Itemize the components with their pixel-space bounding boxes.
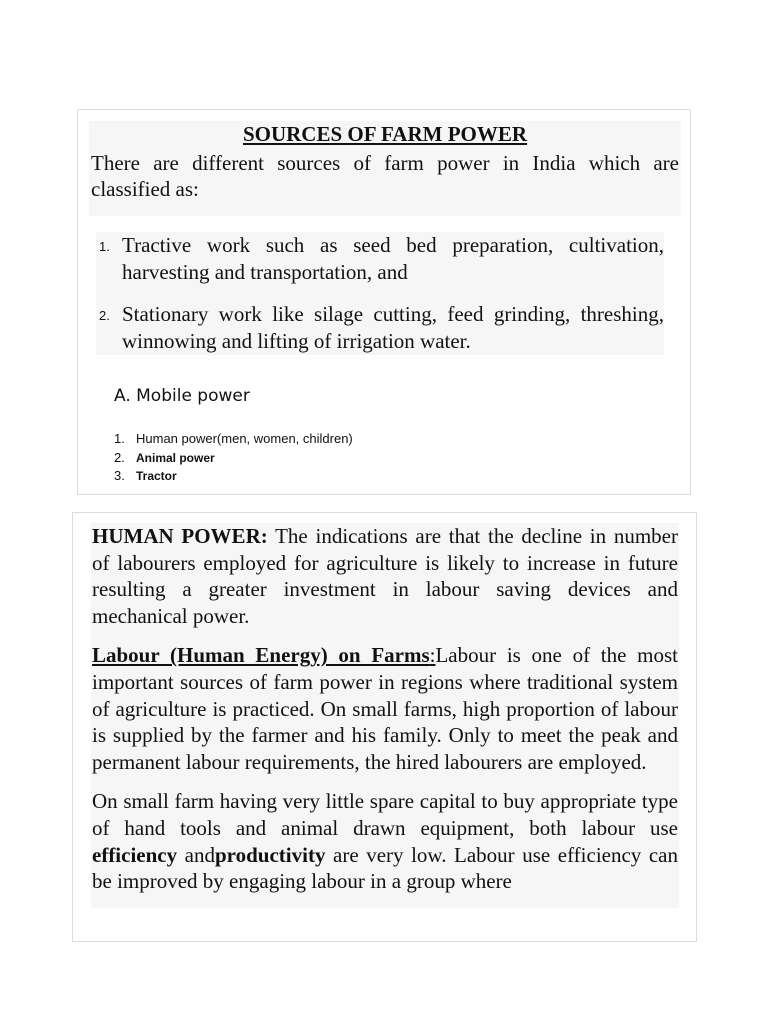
list-item-text: Tractor — [136, 469, 177, 483]
list-item — [96, 301, 664, 355]
list-item-text: Tractive work such as seed bed preparation, cultivation, harvesting and transportation, and — [122, 233, 664, 284]
mobile-power-list — [114, 430, 353, 486]
list-number: 2. — [99, 308, 110, 323]
paragraph-text: Labour is one of the most important sources of farm power in regions where traditional system of agriculture is practiced. On small farms, high proportion of labour is supplied by the farmer and his family. Only to meet the peak and permanent labour requirements, the hired labourers are employed. — [92, 643, 678, 774]
list-number: 2. — [114, 449, 125, 465]
labour-heading: Labour (Human Energy) on Farms — [92, 643, 430, 668]
human-power-paragraph — [91, 523, 679, 629]
sources-card — [77, 109, 691, 495]
list-item-text: Human power(men, women, children) — [136, 431, 353, 446]
human-power-body — [91, 523, 679, 908]
paragraph-text: and — [177, 842, 215, 867]
intro-paragraph: There are different sources of farm power in India which are classified as: — [91, 151, 679, 201]
heading-colon: : — [429, 643, 436, 668]
list-number: 1. — [114, 431, 125, 446]
list-item-text: Stationary work like silage cutting, feed grinding, threshing, winnowing and lifting of irrigation water. — [122, 302, 664, 353]
list-item — [96, 232, 664, 286]
list-number: 1. — [99, 239, 110, 254]
human-power-card — [72, 512, 697, 942]
labour-paragraph — [91, 642, 679, 775]
list-number: 3. — [114, 468, 125, 483]
title-block — [89, 121, 681, 216]
human-power-heading: HUMAN POWER: — [92, 524, 268, 548]
page-title: SOURCES OF FARM POWER — [242, 122, 528, 146]
paragraph-text: are very low. Labour use efficiency can be improved by engaging labour in a group where — [92, 842, 678, 894]
list-item-text: Animal power — [136, 450, 215, 465]
list-item — [114, 430, 353, 449]
paragraph-text: The indications are that the decline in number of labourers employed for agriculture is likely to increase in future resulting a greater investment in labour saving devices and mechanical power. — [92, 524, 678, 628]
small-farm-paragraph — [91, 788, 679, 894]
work-types-list — [96, 232, 664, 355]
list-item — [114, 467, 353, 486]
efficiency-term: efficiency — [92, 842, 178, 867]
mobile-power-heading: A. Mobile power — [114, 386, 250, 406]
productivity-term: productivity — [215, 842, 326, 867]
paragraph-text: On small farm having very little spare capital to buy appropriate type of hand tools and animal drawn equipment, both labour use — [92, 789, 678, 840]
list-item — [114, 449, 353, 468]
